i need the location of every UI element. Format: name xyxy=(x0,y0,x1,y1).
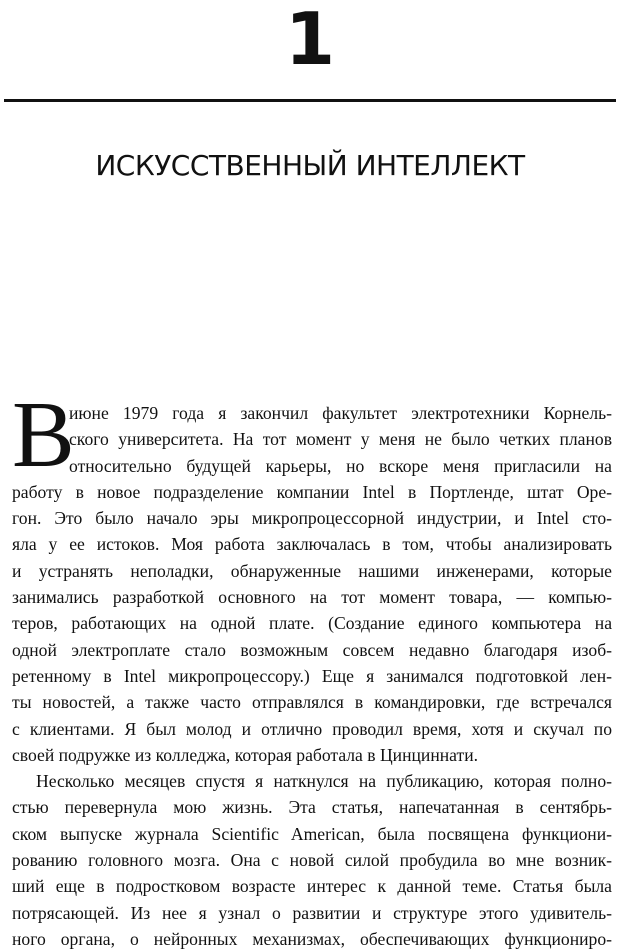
paragraph-1-line: одной электроплате стало возможным совсем недавно благодаря изоб- xyxy=(12,639,612,660)
paragraph-2-line: ший еще в подростковом возрасте интерес к данной теме. Статья была xyxy=(12,876,612,897)
drop-cap: В xyxy=(12,383,75,487)
paragraph-1-line: гон. Это было начало эры микропроцессорной индустрии, и Intel сто- xyxy=(12,508,612,529)
paragraph-2-line: стью перевернула мою жизнь. Эта статья, напечатанная в сентябрь- xyxy=(12,797,612,818)
paragraph-1-line: ты новостей, а также часто отправлялся в командировки, где встречался xyxy=(12,692,612,713)
paragraph-1-line: ского университета. На тот момент у меня не было четких планов xyxy=(69,429,612,450)
paragraph-1-line: июне 1979 года я закончил факультет электротехники Корнель- xyxy=(69,403,612,423)
paragraph-1-line: и устранять неполадки, обнаруженные нашими инженерами, которые xyxy=(12,560,612,581)
paragraph-1-line: своей подружке из колледжа, которая работала в Цинциннати. xyxy=(12,744,479,765)
paragraph-1-line: относительно будущей карьеры, но вскоре меня пригласили на xyxy=(69,455,612,476)
chapter-divider xyxy=(4,99,616,102)
paragraph-2-line: рованию головного мозга. Она с новой силой пробудила во мне возник- xyxy=(12,850,612,871)
chapter-number: 1 xyxy=(284,0,336,81)
paragraph-1-line: работу в новое подразделение компании Intel в Портленде, штат Оре- xyxy=(12,481,612,502)
paragraph-2-line: потрясающей. Из нее я узнал о развитии и структуре этого удивитель- xyxy=(12,902,612,923)
paragraph-2-line: ском выпуске журнала Scientific American, была посвящена функциони- xyxy=(12,823,612,844)
paragraph-2-line: Несколько месяцев спустя я наткнулся на публикацию, которая полно- xyxy=(36,771,612,792)
chapter-title: ИСКУССТВЕННЫЙ ИНТЕЛЛЕКТ xyxy=(95,149,525,182)
paragraph-1-line: яла у ее истоков. Моя работа заключалась в том, чтобы анализировать xyxy=(12,534,612,555)
body-text xyxy=(12,383,612,952)
paragraph-2-line: ного органа, о нейронных механизмах, обеспечивающих функциониро- xyxy=(12,928,612,949)
paragraph-1-line: занимались разработкой основного на тот момент товара, — компью- xyxy=(12,587,612,608)
paragraph-1-line: теров, работающих на одной плате. (Создание единого компьютера на xyxy=(12,613,612,634)
paragraph-1-line: с клиентами. Я был молод и отлично проводил время, хотя и скучал по xyxy=(12,718,612,739)
paragraph-1-line: ретенному в Intel микропроцессору.) Еще я занимался подготовкой лен- xyxy=(12,665,612,686)
